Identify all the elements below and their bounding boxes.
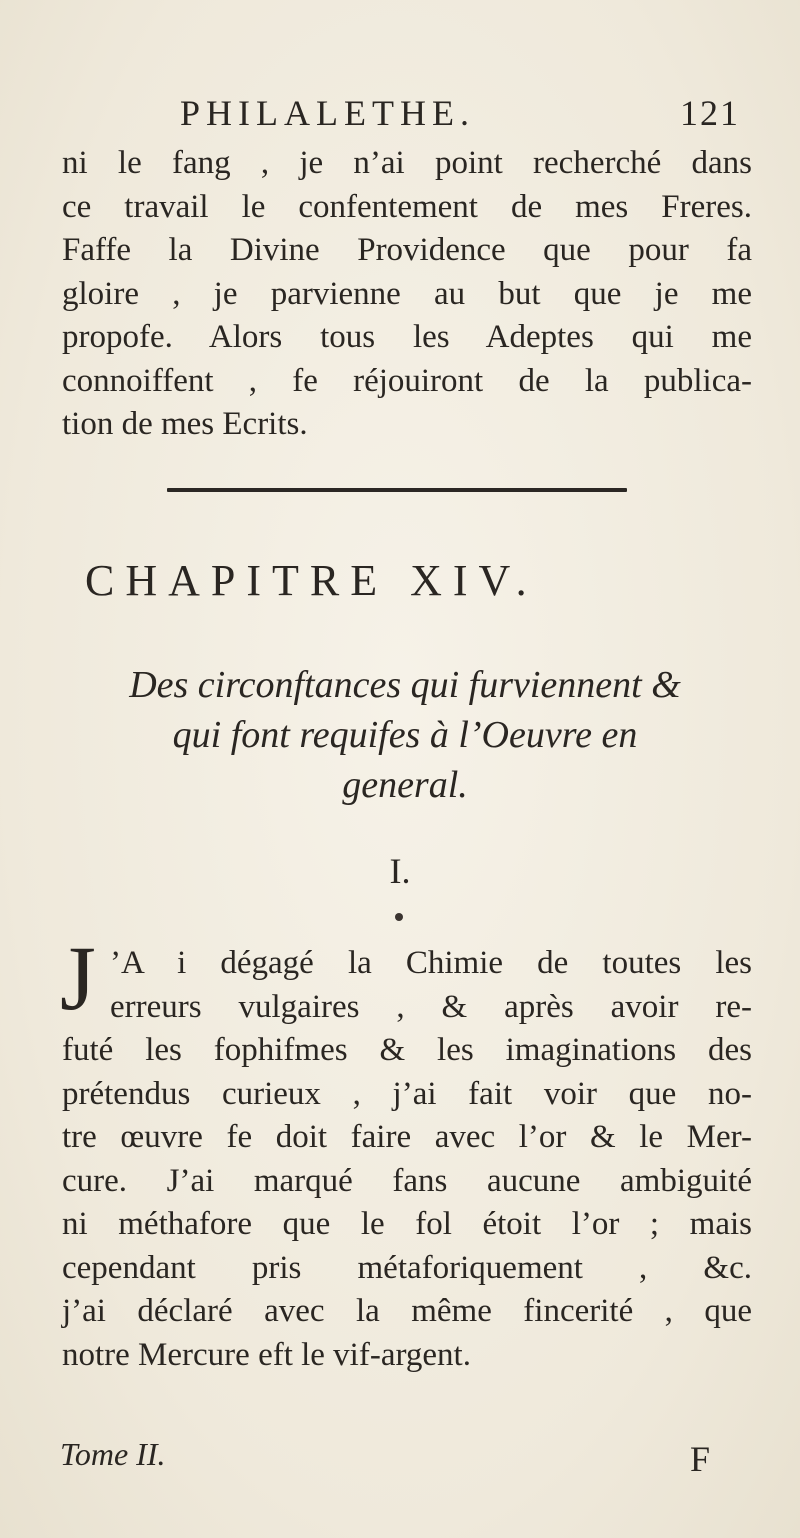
running-header xyxy=(180,92,740,132)
text-line: erreurs vulgaires , & après avoir re- xyxy=(110,988,752,1025)
text-line: futé les fophifmes & les imaginations des xyxy=(62,1032,752,1068)
subtitle-line: general. xyxy=(342,764,468,806)
signature-mark: F xyxy=(689,1439,710,1479)
text-line: gloire , je parvienne au but que je me xyxy=(62,275,752,312)
body-first-lines xyxy=(110,942,752,1029)
text-line: propofe. Alors tous les Adeptes qui me xyxy=(62,319,752,355)
chapter-subtitle xyxy=(60,660,750,810)
text-line: tre œuvre fe doit faire avec l’or & le Mer- xyxy=(62,1119,752,1155)
text-line: tion de mes Ecrits. xyxy=(62,406,308,442)
section-number: I. xyxy=(389,851,411,891)
text-line: Faffe la Divine Providence que pour fa xyxy=(62,232,752,268)
running-title: PHILALETHE. xyxy=(180,93,475,133)
volume-label: Tome II. xyxy=(60,1436,166,1472)
text-line: prétendus curieux , j’ai fait voir que no- xyxy=(62,1075,752,1112)
page-number: 121 xyxy=(680,93,740,133)
chapter-heading: CHAPITRE XIV. xyxy=(85,556,538,605)
drop-cap: J xyxy=(60,927,96,1029)
subtitle-line: qui font requifes à l’Oeuvre en xyxy=(172,714,638,756)
ornament-dot xyxy=(395,913,403,921)
text-line: j’ai déclaré avec la même fincerité , que xyxy=(62,1293,752,1329)
text-line: connoiffent , fe réjouiront de la publica- xyxy=(62,362,752,399)
text-line: ’A i dégagé la Chimie de toutes les xyxy=(110,945,752,981)
text-line: ce travail le confentement de mes Freres. xyxy=(62,188,752,225)
top-paragraph xyxy=(62,142,752,447)
body-paragraph xyxy=(62,1029,752,1377)
text-line: notre Mercure eft le vif-argent. xyxy=(62,1336,471,1373)
text-line: cure. J’ai marqué fans aucune ambiguité xyxy=(62,1162,752,1199)
subtitle-line: Des circonftances qui furviennent & xyxy=(129,664,681,706)
text-line: ni le fang , je n’ai point recherché dans xyxy=(62,145,752,181)
section-divider-rule xyxy=(167,488,627,492)
text-line: cependant pris métaforiquement , &c. xyxy=(62,1249,752,1286)
text-line: ni méthafore que le fol étoit l’or ; mais xyxy=(62,1206,752,1242)
